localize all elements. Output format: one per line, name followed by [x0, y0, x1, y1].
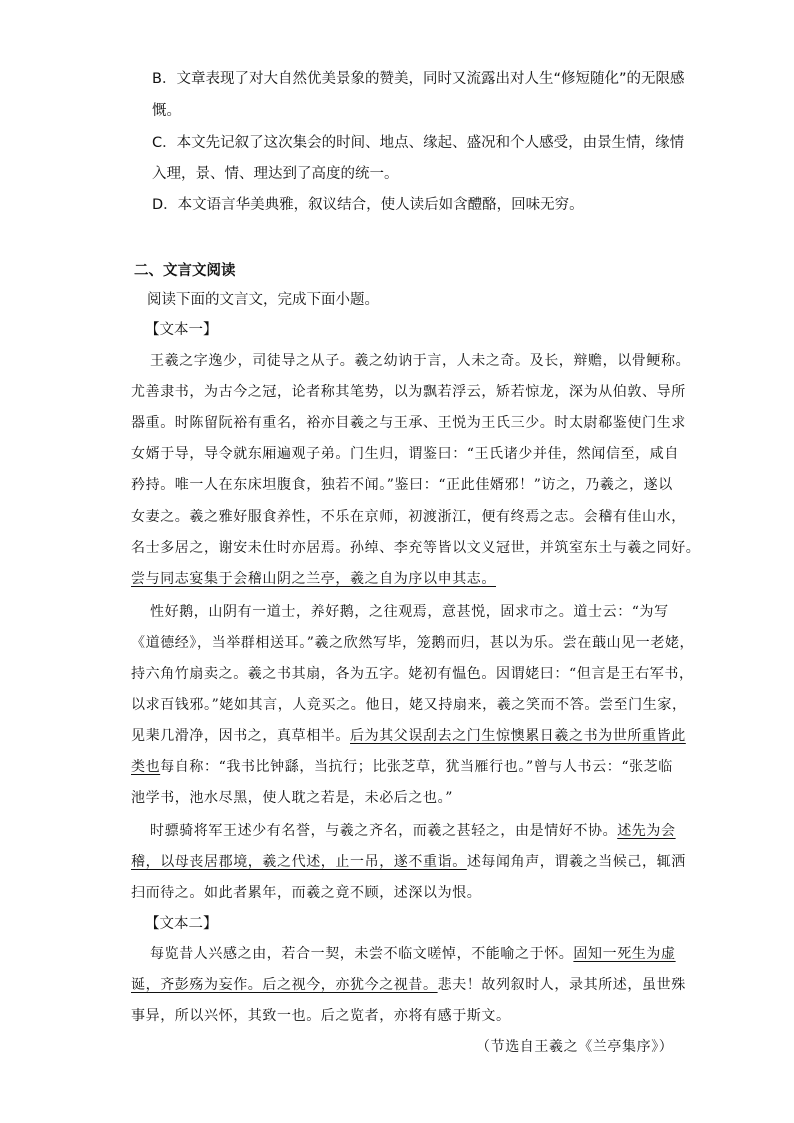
text1-segment: 见棐几滑净，因书之，真草相半。: [131, 728, 350, 744]
underlined-sentence: 述先为会: [617, 823, 676, 839]
source-citation: （节选自王羲之《兰亭集序》）: [476, 1039, 674, 1055]
underlined-sentence: 后为其父误刮去之门生惊懊累日羲之书为世所重皆此: [350, 728, 686, 744]
text1-segment: 时骠骑将军王述少有名誉，与羲之齐名，而羲之甚轻之，由是情好不协。: [150, 823, 618, 839]
text1-line: 女妻之。羲之雅好服食养性，不乐在京师，初渡浙江，便有终焉之志。会稽有佳山水，: [131, 509, 686, 525]
underlined-sentence: 诞，齐彭殇为妄作。后之视今，亦犹今之视昔。: [131, 977, 438, 993]
option-c-line1: C．本文先记叙了这次集会的时间、地点、缘起、盛况和个人感受，由景生情，缘情: [152, 135, 685, 151]
text1-line: [131, 851, 686, 871]
text1-line: 扫而待之。如此者累年，而羲之竟不顾，述深以为恨。: [131, 885, 482, 901]
text1-line: 女婿于导，导令就东厢遍观子弟。门生归，谓鉴曰：“王氏诸少并佳，然闻信至，咸自: [131, 446, 679, 462]
text1-line: [150, 820, 676, 840]
text1-line: 尤善隶书，为古今之冠，论者称其笔势，以为飘若浮云，矫若惊龙，深为从伯敦、导所: [131, 384, 686, 400]
underlined-sentence: 尝与同志宴集于会稽山阴之兰亭，羲之自为序以申其志。: [131, 571, 496, 587]
underlined-sentence: 稽，以母丧居郡境，羲之代述，止一吊，遂不重诣。: [131, 854, 467, 870]
text1-line: 王羲之字逸少，司徒导之从子。羲之幼讷于言，人未之奇。及长，辩赡，以骨鲠称。: [150, 353, 691, 369]
text1-line: 性好鹅，山阴有一道士，养好鹅，之往观焉，意甚悦，固求市之。道士云：“为写: [150, 604, 669, 620]
instruction-text: 阅读下面的文言文，完成下面小题。: [147, 292, 379, 308]
text1-line: 矜持。唯一人在东床坦腹食，独若不闻。”鉴曰：“正此佳婿邪！”访之，乃羲之，遂以: [131, 477, 673, 493]
option-b-line2: 慨。: [152, 103, 181, 119]
text2-line: [150, 943, 676, 963]
text1-line: 《道德经》，当举群相送耳。”羲之欣然写毕，笼鹅而归，甚以为乐。尝在蕺山见一老姥，: [131, 635, 695, 651]
text1-line: 持六角竹扇卖之。羲之书其扇，各为五字。姥初有愠色。因谓姥曰：“但言是王右军书，: [131, 666, 694, 682]
option-b-line1: B．文章表现了对大自然优美景象的赞美，同时又流露出对人生“修短随化”的无限感: [152, 71, 685, 87]
text1-line: 名士多居之，谢安未仕时亦居焉。孙绰、李充等皆以文义冠世，并筑室东土与羲之同好。: [131, 540, 701, 556]
text2-segment: 每览昔人兴感之由，若合一契，未尝不临文嗟悼，不能喻之于怀。: [150, 946, 574, 962]
section-heading: 二、文言文阅读: [134, 263, 236, 279]
underlined-sentence: 固知一死生为虚: [573, 946, 676, 962]
text2-segment: 悲夫！故列叙时人，录其所述，虽世殊: [437, 977, 686, 993]
text1-line: 池学书，池水尽黑，使人耽之若是，未必后之也。”: [131, 790, 453, 806]
text1-line: [131, 756, 673, 776]
text1-segment: 每自称：“我书比钟繇，当抗行；比张芝草，犹当雁行也。”曾与人书云：“张芝临: [160, 759, 673, 775]
text1-line: 以求百钱邪。”姥如其言，人竞买之。他日，姥又持扇来，羲之笑而不答。尝至门生家，: [131, 697, 687, 713]
text1-line: [131, 725, 686, 745]
text2-line: 事异，所以兴怀，其致一也。后之览者，亦将有感于斯文。: [131, 1008, 511, 1024]
text1-label: 【文本一】: [145, 322, 218, 338]
text2-label: 【文本二】: [145, 916, 218, 932]
text1-segment: 述每闻角声，谓羲之当候己，辄洒: [466, 854, 686, 870]
option-d-line1: D．本文语言华美典雅，叙议结合，使人读后如含醴酪，回味无穷。: [152, 197, 584, 213]
text1-line: 器重。时陈留阮裕有重名，裕亦目羲之与王承、王悦为王氏三少。时太尉郗鉴使门生求: [131, 415, 686, 431]
option-c-line2: 入理，景、情、理达到了高度的统一。: [152, 166, 399, 182]
underlined-sentence: 类也: [131, 759, 161, 775]
text2-line: [131, 974, 686, 994]
